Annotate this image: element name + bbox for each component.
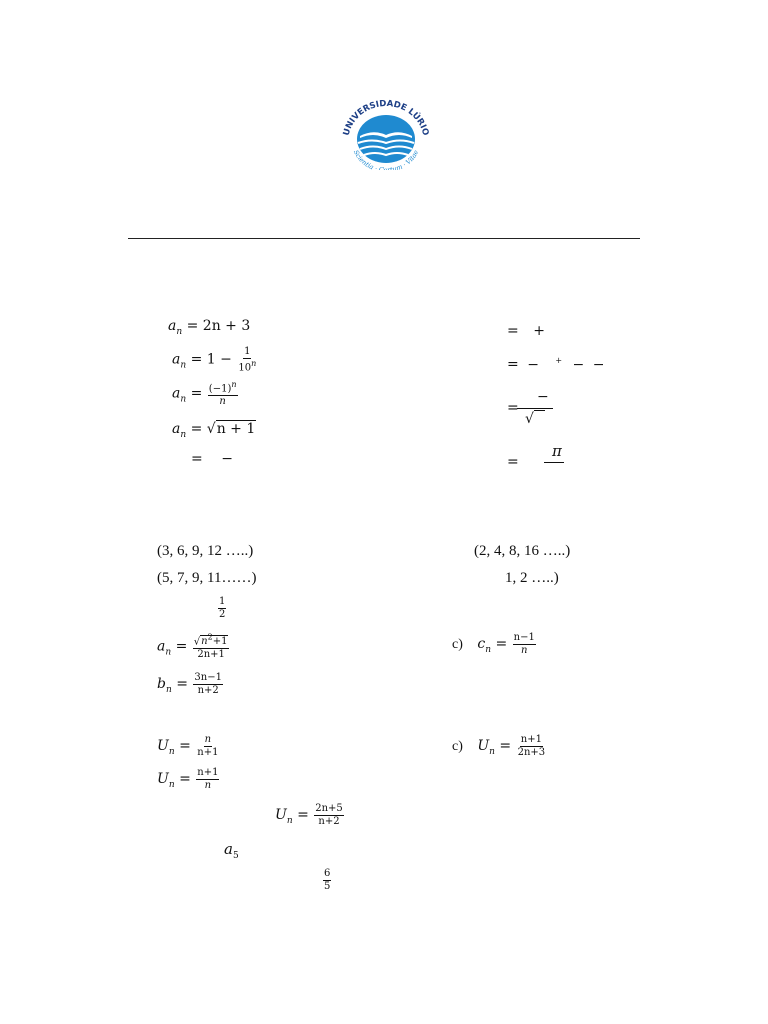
- term-a5: $a_5$: [224, 840, 239, 861]
- eq-fragment-r2: = − + − −: [507, 356, 605, 373]
- sequence-a: (3, 6, 9, 12 …..): [157, 543, 254, 559]
- eq-un-3: c) $U_n$ = $\frac{n+1}{2n+3}$: [452, 734, 546, 758]
- sqrt-sign-icon: √: [525, 412, 545, 426]
- university-logo: [334, 98, 438, 170]
- eq-un-4: $U_n$ = $\frac{2n+5}{n+2}$: [275, 803, 343, 827]
- fraction-half: $\frac{1}{2}$: [219, 596, 226, 620]
- university-logo-icon: [334, 98, 438, 170]
- pi-symbol: π: [552, 442, 562, 460]
- eq-cn: c) $c_n$ = $\frac{n-1}{n}$: [452, 632, 535, 656]
- eq-an-one-minus: $a_n = 1$ − $\frac{1}{10^n}$: [172, 346, 257, 373]
- eq-an-sqrt: $a_n = √n + 1$: [172, 421, 256, 440]
- eq-un-1: $U_n$ = $\frac{n}{n+1}$: [157, 734, 219, 758]
- eq-fragment-r1: = +: [507, 323, 545, 339]
- eq-an-alternating: $a_n$ = $\frac{(-1)^n}{n}$: [172, 380, 237, 407]
- fraction-six-fifths: $\frac{6}{5}$: [324, 868, 331, 892]
- eq-an-linear: $a_n = 2n + 3$: [168, 318, 251, 337]
- eq-fragment-r3: =: [507, 400, 519, 416]
- eq-an-sqrt-frac: $a_n$ = $\frac{√n^2+1}{2n+1}$: [157, 633, 228, 660]
- sequence-d: 1, 2 …..): [505, 570, 559, 586]
- header-divider: [128, 238, 640, 239]
- eq-fragment-r4: =: [507, 454, 519, 470]
- eq-bn: $b_n$ = $\frac{3n-1}{n+2}$: [157, 672, 222, 696]
- eq-fragment-5: = −: [191, 451, 233, 467]
- sequence-b: (2, 4, 8, 16 …..): [474, 543, 571, 559]
- eq-un-2: $U_n$ = $\frac{n+1}{n}$: [157, 767, 219, 791]
- sequence-c: (5, 7, 9, 11……): [157, 570, 257, 586]
- logo-text-top: UNIVERSIDADE LÚRIO: [341, 98, 431, 137]
- fraction-bar: [544, 462, 564, 463]
- eq-fragment-r3-num: −: [537, 389, 549, 405]
- logo-text-bottom: Scientia · Certum · Vitae: [351, 148, 421, 170]
- fraction-bar: [517, 408, 553, 409]
